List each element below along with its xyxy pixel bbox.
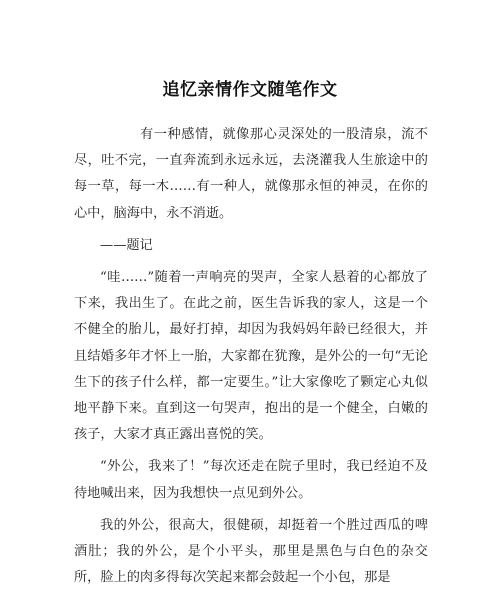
paragraph-birth: “哇……”随着一声响亮的哭声，全家人悬着的心都放了下来，我出生了。在此之前，医生告诉我的家人，这是一个不健全的胎儿，最好打掉，却因为我妈妈年龄已经很大，并且结婚多年才怀上一胎，大家都在犹豫，是外公的一句“无论生下的孩子什么样，都一定要生。”让大家像吃了颗定心丸似地平静下来。直到这一句哭声，抱出的是一个健全，白嫩的孩子，大家才真正露出喜悦的笑。: [74, 270, 428, 443]
paragraph-calling-grandpa: “外公，我来了！”每次还走在院子里时，我已经迫不及待地喊出来，因为我想快一点见到外公。: [74, 459, 428, 501]
paragraph-intro: 有一种感情，就像那心灵深处的一股清泉，流不尽，吐不完，一直奔流到永远永远，去浇灌我人生旅途中的每一草，每一木……有一种人，就像那永恒的神灵，在你的心中，脑海中，永不消逝。: [74, 127, 428, 221]
paragraph-epigraph-attribution: ——题记: [100, 237, 153, 253]
paragraph-grandpa-description: 我的外公，很高大，很健硕，却挺着一个胜过西瓜的啤酒肚；我的外公，是个小平头，那里是黑色与白色的杂交所，脸上的肉多得每次笑起来都会鼓起一个小包，那是: [74, 517, 428, 586]
article-body: [74, 122, 428, 591]
page-title: 追忆亲情作文随笔作文: [162, 80, 338, 100]
